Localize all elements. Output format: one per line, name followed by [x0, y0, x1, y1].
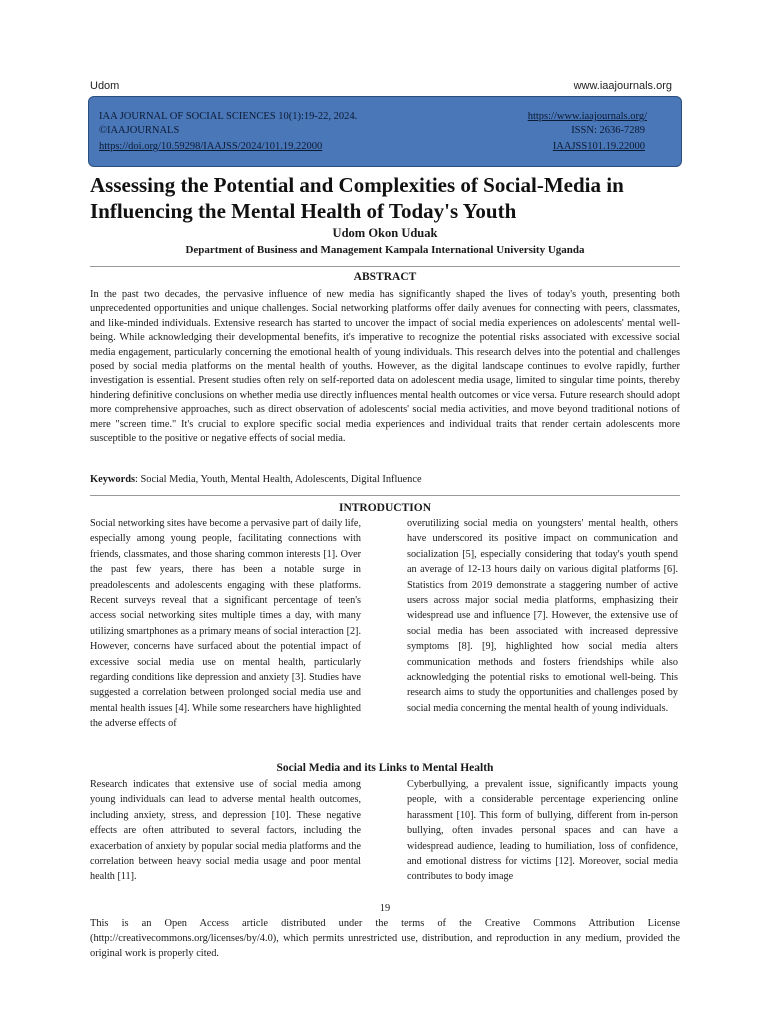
journal-website-link[interactable]: https://www.iaajournals.org/	[527, 111, 647, 122]
running-header-website: www.iaajournals.org	[573, 80, 672, 92]
abstract-heading: ABSTRACT	[353, 271, 417, 283]
paper-title: Assessing the Potential and Complexities of Social-Media in Influencing the Mental Health of Today's Youth	[90, 173, 624, 223]
introduction-column-right: overutilizing social media on youngsters' mental health, others have underscored its positive impact on communication and socialization [5], especially considering that today's youth spend an average of 12-13 hours daily on various digital platforms [6]. Statistics from 2019 demonstrate a staggering number of active users across major social media platforms, emphasizing their widespread use and influence [7]. However, the extensive use of social media has been associated with increased depressive symptoms [8]. [9], highlighted how social media alters communication methods and fosters friendships while also acknowledging the potential risks to emotional well-being. This research aims to study the opportunities and challenges posed by social media concerning the mental health of young individuals.	[407, 518, 678, 714]
section2-column-left: Research indicates that extensive use of social media among young individuals can lead to adverse mental health outcomes, including anxiety, stress, and depression [10]. These negative effects are often attributed to several factors, including the exacerbation of anxiety by popular social media platforms and the correlation between heavy social media usage and poor mental health [11].	[90, 779, 361, 883]
introduction-heading: INTRODUCTION	[338, 502, 431, 514]
keywords-line	[90, 474, 680, 485]
section2-column-right: Cyberbullying, a prevalent issue, significantly impacts young people, with a considerable percentage experiencing online harassment [10]. This form of bullying, different from in-person bullying, often invades personal spaces and can have a widespread audience, leading to humiliation, loss of confidence, and emotional distress for victims [12]. Moreover, social media contributes to body image	[407, 779, 678, 883]
author-affiliation: Department of Business and Management Kampala International University Uganda	[185, 244, 585, 256]
section-heading-social-media: Social Media and its Links to Mental Health	[276, 762, 494, 774]
abstract-bottom-rule	[90, 495, 680, 496]
keywords-list: : Social Media, Youth, Mental Health, Adolescents, Digital Influence	[135, 474, 422, 485]
journal-citation: IAA JOURNAL OF SOCIAL SCIENCES 10(1):19-22, 2024.	[99, 111, 358, 122]
keywords-label: Keywords	[90, 474, 136, 485]
issn: ISSN: 2636-7289	[571, 125, 645, 136]
running-header-author: Udom	[90, 80, 120, 92]
author-name: Udom Okon Uduak	[332, 226, 438, 240]
copyright-notice: ©IAAJOURNALS	[99, 125, 180, 136]
doi-link[interactable]: https://doi.org/10.59298/IAAJSS/2024/101.19.22000	[99, 141, 323, 152]
license-notice: This is an Open Access article distributed under the terms of the Creative Commons Attribution License (http://creativecommons.org/licenses/by/4.0), which permits unrestricted use, distribution, and reproduction in any medium, provided the original work is properly cited.	[90, 918, 680, 959]
abstract-top-rule	[90, 266, 680, 267]
introduction-column-left: Social networking sites have become a pervasive part of daily life, especially among young people, facilitating connections with friends, classmates, and those sharing common interests [1]. Over the past few years, there has been a notable surge in preadolescents and adolescents engaging with these platforms. Recent surveys reveal that a significant percentage of teen's access social networking sites multiple times a day, with many utilizing smartphones as a primary means of social interaction [2]. However, concerns have surfaced about the potential impact of excessive social media use on mental health, particularly regarding conditions like depression and anxiety [3]. Studies have suggested a correlation between prolonged social media use and mental health issues [4]. While some researchers have highlighted the adverse effects of	[90, 518, 361, 730]
page-number: 19	[379, 903, 391, 914]
abstract-text: In the past two decades, the pervasive influence of new media has significantly shaped the lives of today's youth, presenting both unprecedented opportunities and unique challenges. Social networking platforms offer daily avenues for connecting with peers, classmates, and like-minded individuals. Extensive research has started to uncover the impact of social media experiences on adolescents' mental well-being. While acknowledging their developmental benefits, it's imperative to recognize the potential risks associated with excessive social media engagement, particularly concerning the emotional health of young individuals. This research delves into the potential and challenges posed by social media platforms on the mental health of youths. However, as the digital landscape continues to evolve rapidly, further investigation is essential. Present studies often rely on self-reported data on adolescent media usage, limited to singular time points, thereby hindering definitive conclusions on whether media use directly influences mental health outcomes or vice versa. Future research should adopt more comprehensive approaches, such as direct observation of adolescents' social media activities, and move beyond traditional notions of mere "screen time." It's crucial to explore specific social media experiences and individual traits that render certain adolescents more susceptible to the positive or negative effects of social media.	[90, 289, 680, 445]
journal-banner	[88, 96, 682, 167]
article-id-link[interactable]: IAAJSS101.19.22000	[552, 141, 645, 152]
